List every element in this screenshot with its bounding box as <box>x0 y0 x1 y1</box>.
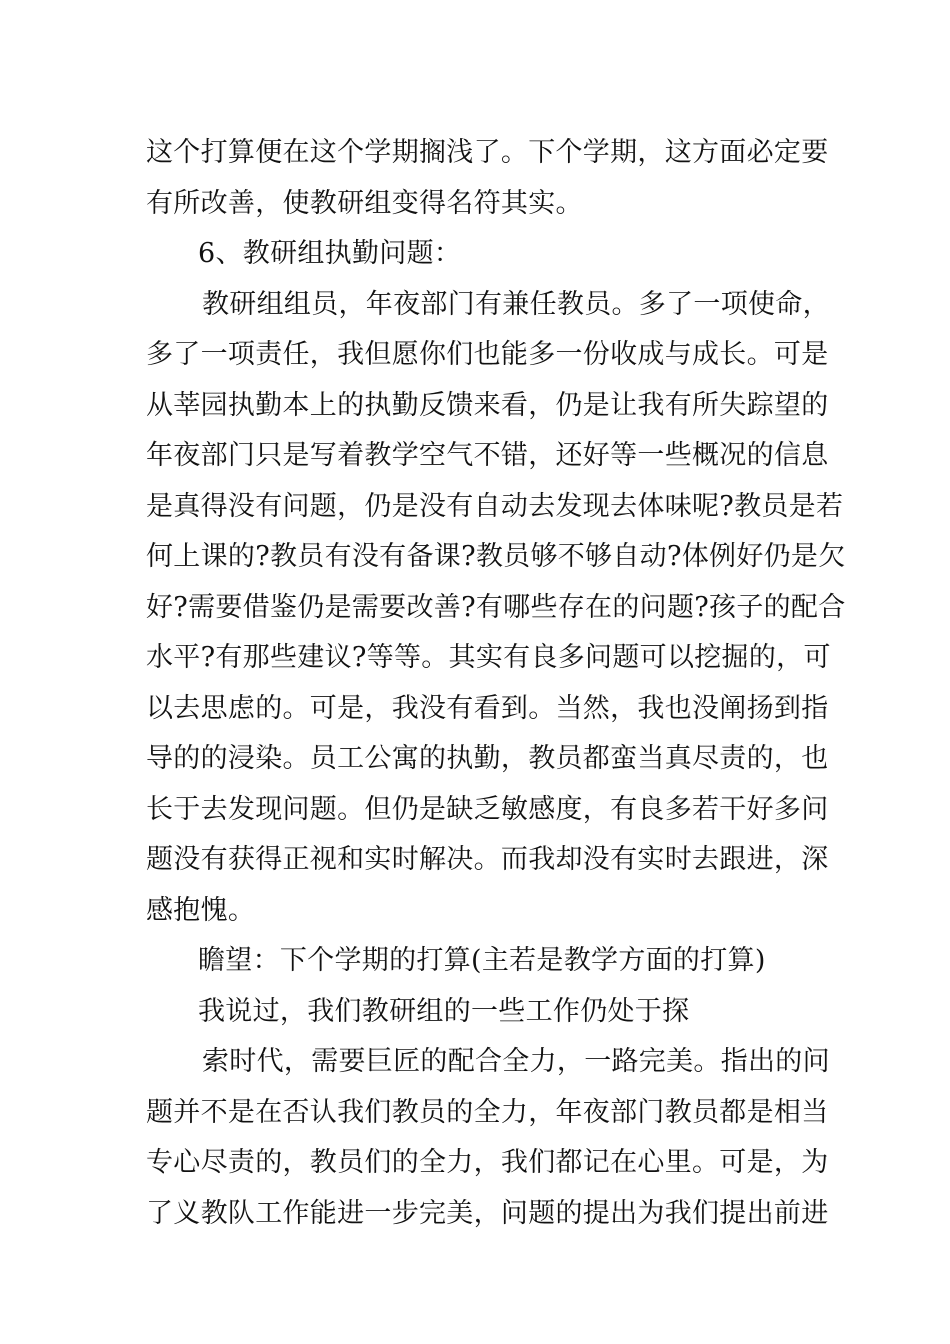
text-line: 何上课的?教员有没有备课?教员够不够自动?体例好仍是欠 <box>146 541 846 572</box>
paragraph-start: 索时代，需要巨匠的配合全力，一路完美。指出的问 <box>202 1046 830 1077</box>
text-line: 长于去发现问题。但仍是缺乏敏感度，有良多若干好多问 <box>146 793 829 825</box>
text-line: 了义教队工作能进一步完美，问题的提出为我们提出前进 <box>146 1197 829 1229</box>
text-line: 水平?有那些建议?等等。其实有良多问题可以挖掘的，可 <box>146 642 831 673</box>
document-body <box>146 128 846 1239</box>
paragraph-start: 我说过，我们教研组的一些工作仍处于探 <box>198 995 690 1027</box>
text-line: 有所改善，使教研组变得名符其实。 <box>146 187 583 219</box>
section-heading: 瞻望：下个学期的打算(主若是教学方面的打算) <box>198 945 766 976</box>
text-line: 感抱愧。 <box>146 894 256 926</box>
paragraph-start: 教研组组员，年夜部门有兼任教员。多了一项使命， <box>202 288 830 320</box>
text-line: 好?需要借鉴仍是需要改善?有哪些存在的问题?孩子的配合 <box>146 591 846 623</box>
text-line: 导的的浸染。员工公寓的执勤，教员都蛮当真尽责的，也 <box>146 743 829 774</box>
text-line: 从莘园执勤本上的执勤反馈来看，仍是让我有所失踪望的 <box>146 389 829 421</box>
text-line: 年夜部门只是写着教学空气不错，还好等一些概况的信息 <box>146 440 829 471</box>
text-line: 是真得没有问题，仍是没有自动去发现去体味呢?教员是若 <box>146 490 844 522</box>
text-line: 专心尽责的，教员们的全力，我们都记在心里。可是，为 <box>146 1147 829 1178</box>
section-heading: 6、教研组执勤问题： <box>198 238 462 269</box>
text-line: 以去思虑的。可是，我没有看到。当然，我也没阐扬到指 <box>146 692 829 724</box>
text-line: 多了一项责任，我但愿你们也能多一份收成与成长。可是 <box>146 339 829 370</box>
text-line: 题并不是在否认我们教员的全力，年夜部门教员都是相当 <box>146 1096 829 1128</box>
text-line: 这个打算便在这个学期搁浅了。下个学期，这方面必定要 <box>146 137 829 168</box>
text-line: 题没有获得正视和实时解决。而我却没有实时去跟进，深 <box>146 844 829 875</box>
